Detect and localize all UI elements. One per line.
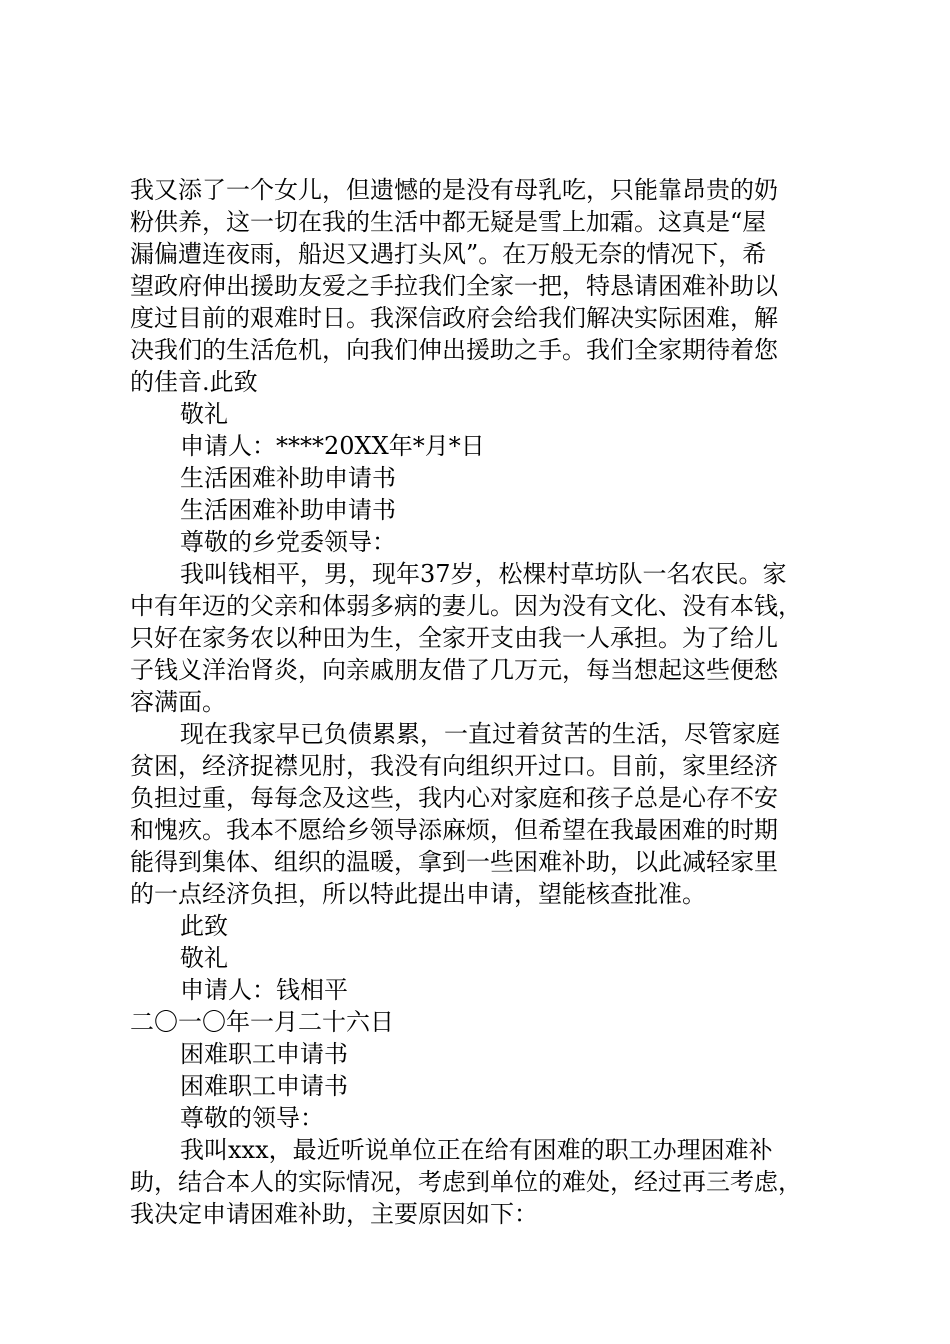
text-line: 子钱义洋治肾炎，向亲戚朋友借了几万元，每当想起这些便愁 <box>130 656 778 684</box>
text-line: 贫困，经济捉襟见肘，我没有向组织开过口。目前，家里经济 <box>130 752 778 780</box>
text-line: 度过目前的艰难时日。我深信政府会给我们解决实际困难，解 <box>130 304 778 332</box>
text-line: 此致 <box>180 912 228 940</box>
text-line: 我决定申请困难补助，主要原因如下： <box>130 1200 538 1228</box>
text-line: 申请人：****20XX年*月*日 <box>180 432 485 460</box>
text-line: 能得到集体、组织的温暖，拿到一些困难补助，以此减轻家里 <box>130 848 778 876</box>
text-line: 和愧疚。我本不愿给乡领导添麻烦，但希望在我最困难的时期 <box>130 816 778 844</box>
text-line: 助，结合本人的实际情况，考虑到单位的难处，经过再三考虑， <box>130 1168 802 1196</box>
text-line: 敬礼 <box>180 400 228 428</box>
text-line: 我叫钱相平，男，现年37岁，松棵村草坊队一名农民。家 <box>180 560 787 588</box>
text-line: 粉供养，这一切在我的生活中都无疑是雪上加霜。这真是“屋 <box>130 208 767 236</box>
text-line: 申请人：钱相平 <box>180 976 348 1004</box>
text-line: 尊敬的乡党委领导： <box>180 528 396 556</box>
text-line: 困难职工申请书 <box>180 1072 348 1100</box>
text-line: 我叫xxx，最近听说单位正在给有困难的职工办理困难补 <box>180 1136 773 1164</box>
text-line: 的一点经济负担，所以特此提出申请，望能核查批准。 <box>130 880 706 908</box>
text-line: 生活困难补助申请书 <box>180 496 396 524</box>
text-line: 尊敬的领导： <box>180 1104 324 1132</box>
text-line: 只好在家务农以种田为生，全家开支由我一人承担。为了给儿 <box>130 624 778 652</box>
document-page <box>130 174 830 1230</box>
text-line: 生活困难补助申请书 <box>180 464 396 492</box>
text-line: 容满面。 <box>130 688 226 716</box>
text-line: 二〇一〇年一月二十六日 <box>130 1008 394 1036</box>
text-line: 负担过重，每每念及这些，我内心对家庭和孩子总是心存不安 <box>130 784 778 812</box>
text-line: 漏偏遭连夜雨，船迟又遇打头风”。在万般无奈的情况下，希 <box>130 240 767 268</box>
text-line: 现在我家早已负债累累，一直过着贫苦的生活，尽管家庭 <box>180 720 780 748</box>
text-line: 的佳音.此致 <box>130 368 258 396</box>
text-line: 我又添了一个女儿，但遗憾的是没有母乳吃，只能靠昂贵的奶 <box>130 176 778 204</box>
text-line: 中有年迈的父亲和体弱多病的妻儿。因为没有文化、没有本钱， <box>130 592 802 620</box>
text-line: 望政府伸出援助友爱之手拉我们全家一把，特恳请困难补助以 <box>130 272 778 300</box>
text-line: 敬礼 <box>180 944 228 972</box>
text-line: 困难职工申请书 <box>180 1040 348 1068</box>
text-line: 决我们的生活危机，向我们伸出援助之手。我们全家期待着您 <box>130 336 778 364</box>
